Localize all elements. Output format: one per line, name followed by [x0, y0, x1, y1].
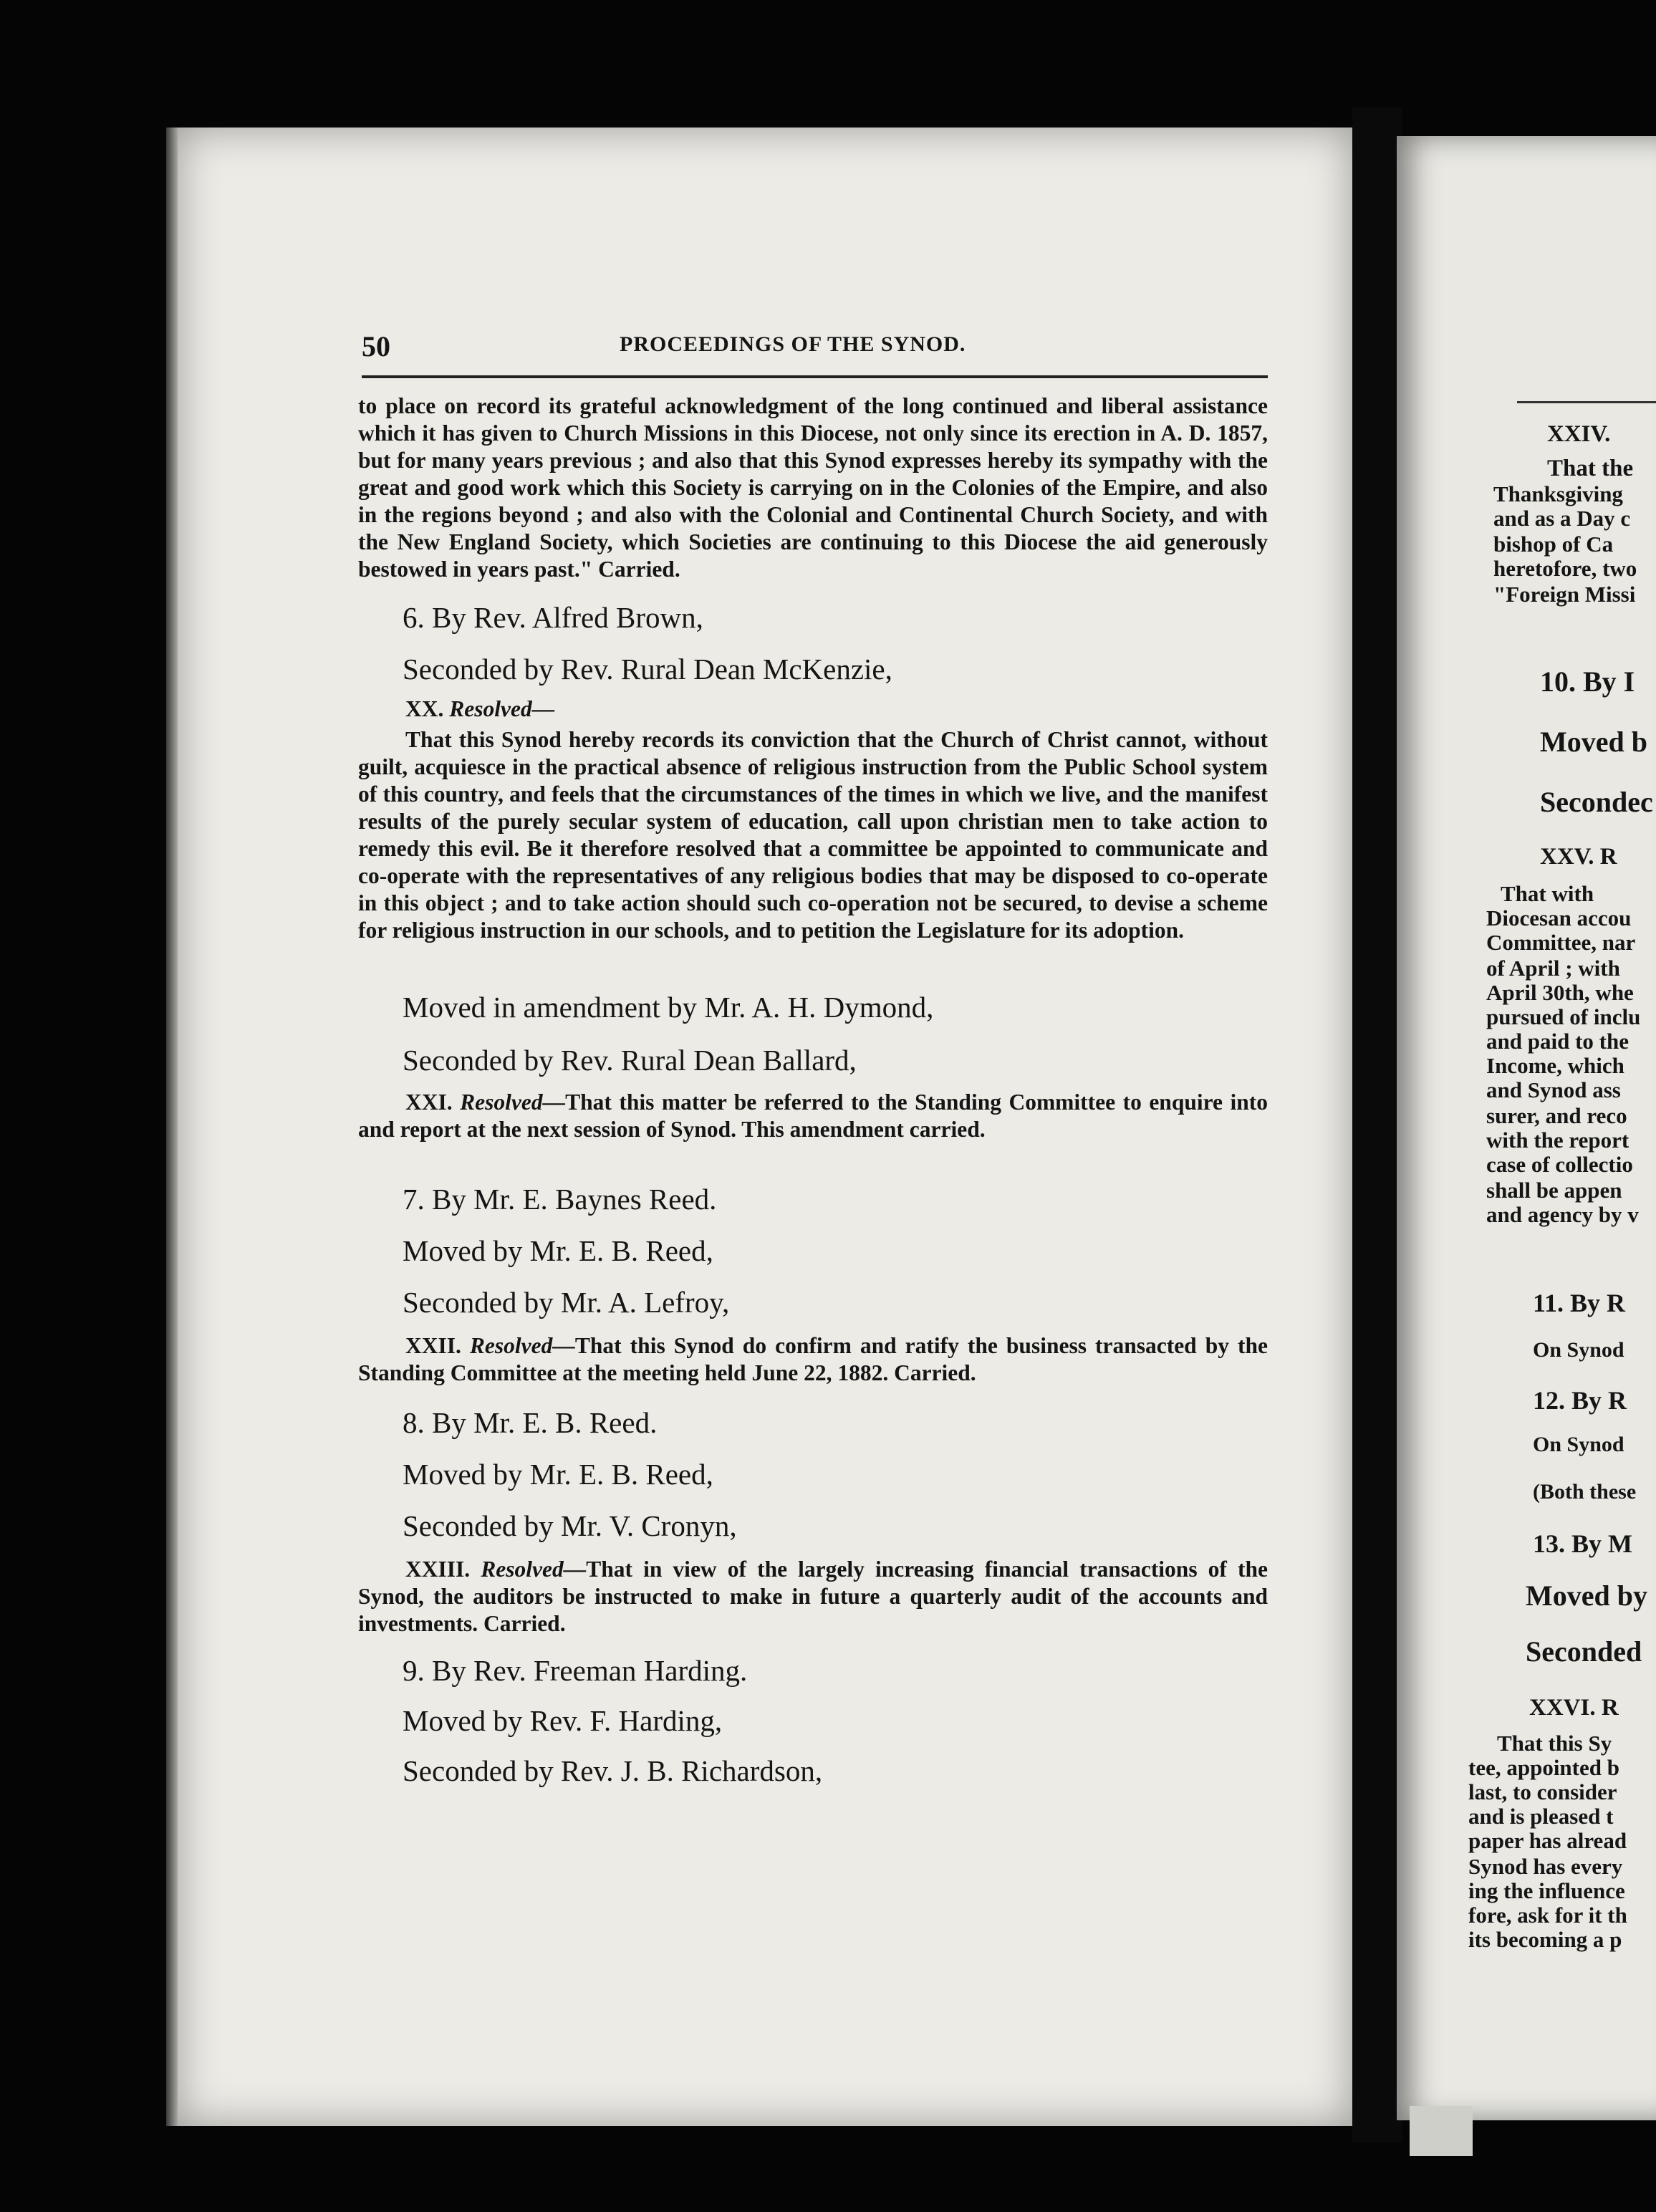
motion-line: Seconded by Rev. Rural Dean McKenzie, [403, 653, 892, 686]
running-head: PROCEEDINGS OF THE SYNOD. [620, 332, 966, 356]
motion-line: Moved by Rev. F. Harding, [403, 1704, 723, 1737]
motion-line: 8. By Mr. E. B. Reed. [403, 1406, 658, 1439]
right-page-fragment: shall be appen [1486, 1178, 1622, 1203]
right-page-fragment: heretofore, two [1493, 556, 1637, 581]
resolution-word: Resolved— [460, 1090, 566, 1115]
motion-line: 6. By Rev. Alfred Brown, [403, 601, 703, 634]
right-page-fragment: and is pleased t [1468, 1804, 1614, 1829]
right-page-fragment: On Synod [1533, 1338, 1624, 1362]
right-page-fragment: fore, ask for it th [1468, 1903, 1627, 1928]
right-page-fragment: 12. By R [1533, 1386, 1627, 1415]
resolution-text [358, 1556, 1268, 1638]
resolution-xxii [358, 1332, 1268, 1387]
right-page-fragment: of April ; with [1486, 956, 1620, 981]
right-page-fragment: ing the influence [1468, 1878, 1625, 1903]
resolution-body: That in view of the largely increasing financial transactions of the Synod, the auditors be instructed to make in future a quarterly audit of the accounts and investments. Carried. [358, 1557, 1268, 1636]
resolution-xxi [358, 1089, 1268, 1143]
right-page-fragment: April 30th, whe [1486, 980, 1634, 1005]
motion-line: 7. By Mr. E. Baynes Reed. [403, 1183, 717, 1216]
motion-line: Seconded by Rev. J. B. Richardson, [403, 1754, 823, 1787]
right-page-fragment: That with [1501, 881, 1594, 906]
opening-paragraph: to place on record its grateful acknowledgment of the long continued and liberal assistance which it has given to Church Missions in this Diocese, not only since its erection in A. D. 1857, but for many years previous ; and also that this Synod expresses hereby its sympathy with the great and good work which this Society is carrying on in the Colonies of the Empire, and also in the regions beyond ; and also with the Colonial and Continental Church Society, and with the New England Society, which Societies are continuing to this Diocese the aid generously bestowed in years past." Carried. [358, 393, 1268, 582]
resolution-text [358, 1332, 1268, 1387]
resolution-word: Resolved— [469, 1333, 575, 1358]
right-page-fragment: Seconded [1526, 1635, 1642, 1668]
right-page-fragment: XXVI. R [1529, 1695, 1619, 1721]
right-page-fragment: On Synod [1533, 1433, 1624, 1456]
motion-6 [358, 600, 1268, 686]
right-page-fragment: XXV. R [1540, 844, 1617, 870]
right-page-fragment: its becoming a p [1468, 1927, 1622, 1952]
book-gutter [1352, 107, 1402, 2142]
right-page-fragment: Synod has every [1468, 1854, 1623, 1879]
page-header [362, 330, 1268, 371]
right-page-fragment: Moved by [1526, 1579, 1647, 1612]
left-page-content [358, 393, 1268, 1788]
right-page-fragment: Moved b [1540, 726, 1647, 758]
resolution-number: XXII. [405, 1333, 461, 1358]
right-page-fragment: and as a Day c [1493, 506, 1631, 531]
right-page-fragment: That this Sy [1497, 1731, 1612, 1756]
right-page-fragment: (Both these [1533, 1480, 1637, 1504]
right-page-fragment: 13. By M [1533, 1529, 1632, 1558]
motion-8 [358, 1405, 1268, 1543]
motion-7 [358, 1182, 1268, 1319]
resolution-heading [358, 696, 1268, 722]
page-number: 50 [362, 330, 390, 362]
resolution-word: Resolved— [449, 696, 555, 721]
resolution-body: That this Synod do confirm and ratify the business transacted by the Standing Committee at the meeting held June 22, 1882. Carried. [358, 1333, 1269, 1385]
right-page-fragment: tee, appointed b [1468, 1755, 1619, 1780]
right-page-fragment: last, to consider [1468, 1779, 1617, 1804]
resolution-body: That this matter be referred to the Standing Committee to enquire into and report at the next session of Synod. This amendment carried. [358, 1090, 1269, 1142]
motion-line: Seconded by Rev. Rural Dean Ballard, [403, 1044, 857, 1077]
right-page-fragment: bishop of Ca [1493, 532, 1614, 557]
resolution-word: Resolved— [481, 1557, 587, 1582]
right-page-fragment: surer, and reco [1486, 1103, 1627, 1128]
right-page-fragment: and paid to the [1486, 1029, 1629, 1054]
right-page-fragment: That the [1547, 456, 1634, 481]
right-page-fragment: Income, which [1486, 1053, 1624, 1078]
right-page-fragment: pursued of inclu [1486, 1004, 1641, 1029]
motion-line: Moved by Mr. E. B. Reed, [403, 1234, 713, 1267]
right-page-fragment: and agency by v [1486, 1202, 1639, 1227]
motion-line: Seconded by Mr. V. Cronyn, [403, 1509, 737, 1542]
motion-line: Moved by Mr. E. B. Reed, [403, 1458, 713, 1491]
motion-line: Seconded by Mr. A. Lefroy, [403, 1286, 730, 1319]
right-page-fragment: 10. By I [1540, 665, 1635, 698]
right-page-fragment: Secondec [1540, 786, 1653, 818]
amendment [358, 990, 1268, 1077]
resolution-number: XX. [405, 696, 444, 721]
right-page-fragment: 11. By R [1533, 1289, 1626, 1317]
right-page-fragment: and Synod ass [1486, 1077, 1621, 1102]
resolution-text [358, 1089, 1268, 1143]
header-rule [362, 375, 1268, 378]
resolution-text: That this Synod hereby records its conviction that the Church of Christ cannot, without guilt, acquiesce in the practical absence of religious instruction from the Public School system of this country, and feels that the circumstances of the times in which we live, and the manifest results of the purely secular system of education, call upon christian men to take action to remedy this evil. Be it therefore resolved that a committee be appointed to communicate and co-operate with the representatives of any religious bodies that may be disposed to co-operate in this object ; and to take action should such co-operation not be secured, to devise a scheme for religious instruction in our schools, and to petition the Legislature for its adoption. [358, 727, 1268, 943]
right-page-fragment: "Foreign Missi [1493, 582, 1636, 607]
right-header-rule [1517, 401, 1656, 403]
right-page-fragment: Committee, nar [1486, 930, 1636, 955]
page-tab [1410, 2106, 1473, 2156]
right-page-fragment: Diocesan accou [1486, 905, 1632, 931]
resolution-xx [358, 696, 1268, 944]
resolution-number: XXIII. [405, 1557, 471, 1582]
motion-9 [358, 1653, 1268, 1788]
right-page-fragment: with the report [1486, 1127, 1629, 1153]
right-page-fragment: Thanksgiving [1493, 481, 1623, 506]
motion-line: Moved in amendment by Mr. A. H. Dymond, [403, 991, 934, 1024]
right-page-fragment: XXIV. [1547, 421, 1611, 447]
resolution-xxiii [358, 1556, 1268, 1638]
right-page-fragment: paper has alread [1468, 1828, 1627, 1853]
motion-line: 9. By Rev. Freeman Harding. [403, 1654, 748, 1687]
resolution-number: XXI. [405, 1090, 453, 1115]
right-page-fragment: case of collectio [1486, 1152, 1633, 1177]
